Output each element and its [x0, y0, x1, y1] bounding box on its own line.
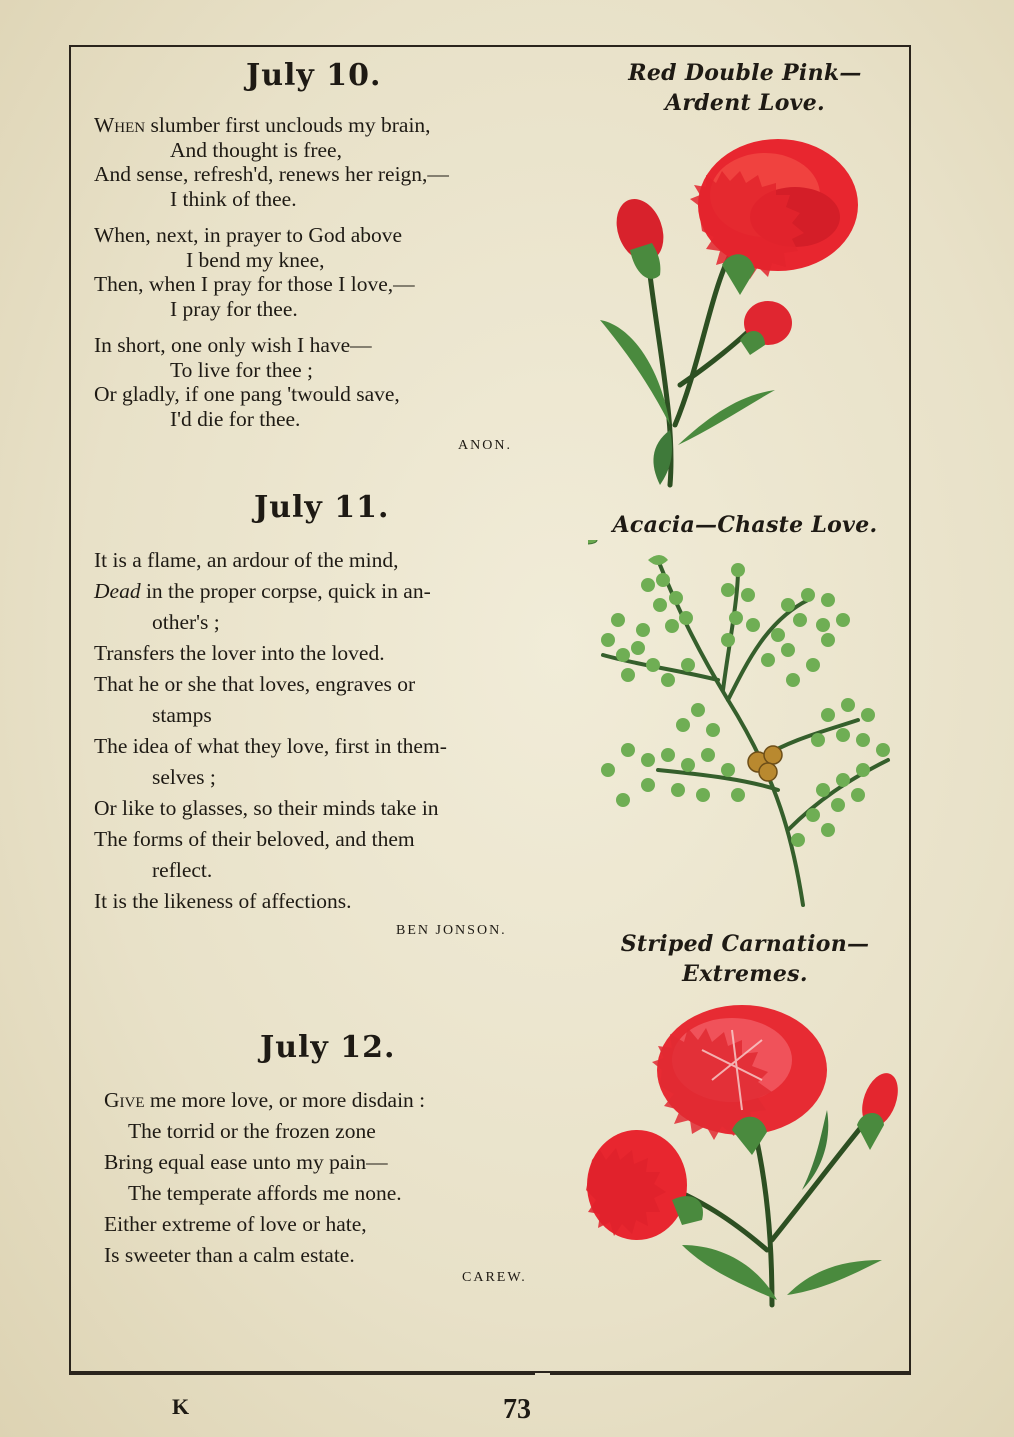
footer-rule-right — [550, 1373, 911, 1375]
poem-line: The forms of their beloved, and them — [94, 827, 415, 851]
poem-line: I'd die for thee. — [170, 406, 301, 431]
poem-line: The idea of what they love, first in them- — [94, 734, 447, 758]
caption-line: Ardent Love. — [664, 90, 826, 116]
flower-caption-red-double-pink — [600, 58, 890, 118]
poem-line: The torrid or the frozen zone — [128, 1119, 376, 1143]
poem-line: Transfers the lover into the loved. — [94, 641, 385, 665]
caption-line: Extremes. — [682, 961, 808, 987]
poem-line: In short, one only wish I have— — [94, 333, 372, 357]
poem-line: selves ; — [152, 765, 216, 789]
flower-caption-acacia — [600, 510, 890, 540]
printer-signature: K — [172, 1394, 190, 1419]
author-july-11: BEN JONSON. — [396, 923, 507, 938]
poem-july-12 — [104, 1085, 425, 1271]
poem-july-11 — [94, 545, 447, 917]
red-double-pink-icon — [590, 125, 880, 495]
poem-line: I bend my knee, — [186, 247, 325, 272]
poem-line: stamps — [152, 703, 212, 727]
poem-line: To live for thee ; — [170, 357, 313, 382]
italic-word: Dead — [94, 579, 141, 603]
poem-line: And thought is free, — [170, 137, 342, 162]
poem-line: It is a flame, an ardour of the mind, — [94, 548, 399, 572]
poem-july-10 — [94, 113, 449, 431]
drop-word: When — [94, 113, 146, 137]
poem-line: Or like to glasses, so their minds take in — [94, 796, 439, 820]
poem-line: When, next, in prayer to God above — [94, 223, 403, 247]
poem-line: reflect. — [152, 858, 213, 882]
caption-line: Red Double Pink— — [628, 60, 862, 86]
poem-line: When slumber first unclouds my brain, — [94, 113, 431, 137]
poem-line: Is sweeter than a calm estate. — [104, 1243, 355, 1267]
poem-line: Bring equal ease unto my pain— — [104, 1150, 388, 1174]
caption-line: Striped Carnation— — [620, 931, 870, 957]
poem-line: And sense, refresh'd, renews her reign,— — [94, 162, 449, 186]
poem-line: Either extreme of love or hate, — [104, 1212, 367, 1236]
acacia-icon — [588, 540, 898, 910]
poem-line: Or gladly, if one pang 'twould save, — [94, 382, 400, 406]
page-number: 73 — [503, 1394, 531, 1425]
entry-date-july-11: July 11. — [254, 490, 390, 525]
poem-line: The temperate affords me none. — [128, 1181, 402, 1205]
footer-rule-left — [69, 1373, 535, 1375]
author-july-12: CAREW. — [462, 1270, 527, 1285]
poem-line: I think of thee. — [170, 186, 297, 211]
flower-caption-striped-carnation — [600, 929, 890, 989]
entry-date-july-10: July 10. — [246, 58, 382, 93]
poem-line: It is the likeness of affections. — [94, 889, 352, 913]
entry-date-july-12: July 12. — [260, 1030, 396, 1065]
caption-line: Acacia—Chaste Love. — [612, 512, 878, 538]
striped-carnation-icon — [582, 990, 902, 1310]
poem-line: other's ; — [152, 610, 220, 634]
drop-word: Give — [104, 1088, 145, 1112]
poem-line: Give me more love, or more disdain : — [104, 1088, 426, 1112]
author-july-10: ANON. — [458, 438, 512, 453]
poem-line: Dead in the proper corpse, quick in an- — [94, 579, 431, 603]
poem-line: I pray for thee. — [170, 296, 298, 321]
poem-line: Then, when I pray for those I love,— — [94, 272, 415, 296]
poem-line: That he or she that loves, engraves or — [94, 672, 416, 696]
